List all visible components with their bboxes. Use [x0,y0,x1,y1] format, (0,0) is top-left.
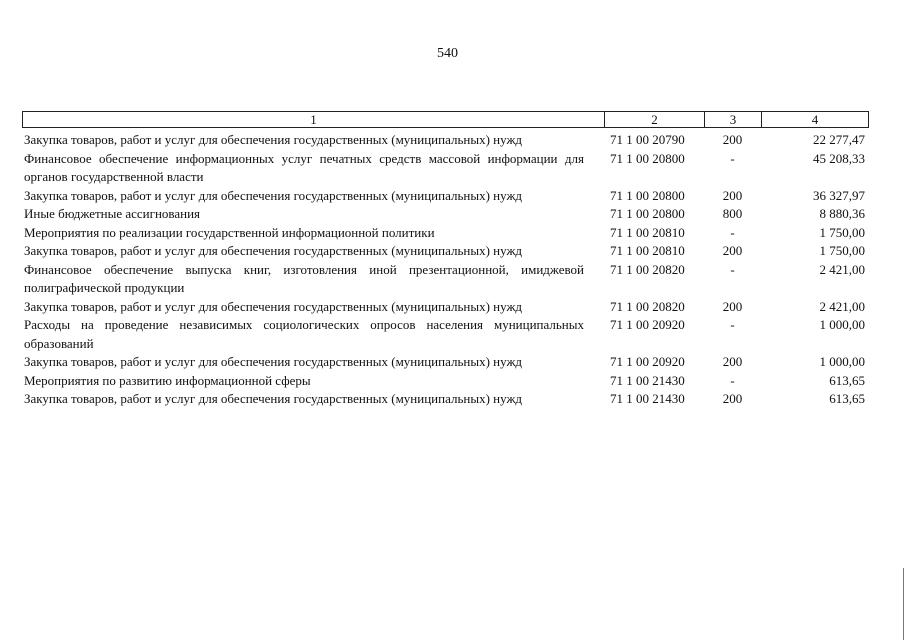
row-code: 71 1 00 20920 [610,354,685,369]
table-row [22,298,869,317]
row-name: Закупка товаров, работ и услуг для обеспечения государственных (муниципальных) нужд [24,354,523,369]
row-type: 800 [722,206,743,221]
row-type: - [730,372,735,388]
table-body [22,131,869,409]
row-code: 71 1 00 20810 [610,243,685,258]
row-type: - [730,261,735,277]
row-code: 71 1 00 21430 [610,391,685,406]
row-sum: 613,65 [829,391,865,406]
row-code: 71 1 00 20800 [610,187,685,203]
row-name: Закупка товаров, работ и услуг для обеспечения государственных (муниципальных) нужд [24,391,523,406]
header-col-4: 4 [811,112,819,127]
table-row [22,261,869,298]
table-row [22,242,869,261]
row-code: 71 1 00 20800 [610,150,685,166]
row-name: Иные бюджетные ассигнования [24,206,201,221]
row-type: - [730,224,735,240]
row-type: 200 [722,187,743,203]
page-number: 540 [437,46,458,61]
row-name: Мероприятия по реализации государственной информационной политики [24,224,435,240]
header-col-1: 1 [23,112,605,127]
row-name: Закупка товаров, работ и услуг для обеспечения государственных (муниципальных) нужд [24,132,523,147]
row-name: Закупка товаров, работ и услуг для обеспечения государственных (муниципальных) нужд [24,243,523,258]
table-row [22,131,869,150]
row-name: Финансовое обеспечение выпуска книг, изготовления иной презентационной, имиджевой полиграфической продукции [24,261,584,295]
row-type: 200 [722,132,743,147]
row-type: - [730,317,735,332]
row-sum: 2 421,00 [819,298,865,314]
header-col-3: 3 [705,112,762,127]
row-code: 71 1 00 20810 [610,224,685,240]
row-sum: 1 750,00 [819,243,865,258]
table-row [22,372,869,391]
row-sum: 2 421,00 [819,261,865,277]
row-name: Закупка товаров, работ и услуг для обеспечения государственных (муниципальных) нужд [24,187,523,203]
row-name: Финансовое обеспечение информационных услуг печатных средств массовой информации для органов государственной власти [24,150,584,184]
table-row [22,224,869,243]
row-type: 200 [722,391,743,406]
row-sum: 8 880,36 [819,206,865,221]
table-row [22,353,869,372]
row-code: 71 1 00 20790 [610,132,685,147]
row-sum: 36 327,97 [813,187,865,203]
row-sum: 1 000,00 [819,317,865,332]
row-sum: 1 000,00 [819,354,865,369]
row-code: 71 1 00 20820 [610,298,685,314]
row-code: 71 1 00 20820 [610,261,685,277]
row-sum: 1 750,00 [819,224,865,240]
table-row [22,187,869,206]
row-name: Закупка товаров, работ и услуг для обеспечения государственных (муниципальных) нужд [24,298,523,314]
table-header [22,111,869,128]
row-type: 200 [722,243,743,258]
row-code: 71 1 00 20920 [610,317,685,332]
scan-edge-line [903,568,904,640]
row-code: 71 1 00 21430 [610,372,685,388]
row-type: - [730,150,735,166]
table-row [22,205,869,224]
row-name: Расходы на проведение независимых социологических опросов населения муниципальных образований [24,317,584,351]
row-name: Мероприятия по развитию информационной сферы [24,372,311,388]
table-row [22,316,869,353]
row-sum: 45 208,33 [813,150,865,166]
header-col-2: 2 [605,112,705,127]
row-code: 71 1 00 20800 [610,206,685,221]
row-sum: 613,65 [829,372,865,388]
table-row [22,390,869,409]
table-row [22,150,869,187]
row-sum: 22 277,47 [813,132,865,147]
row-type: 200 [722,298,743,314]
row-type: 200 [722,354,743,369]
